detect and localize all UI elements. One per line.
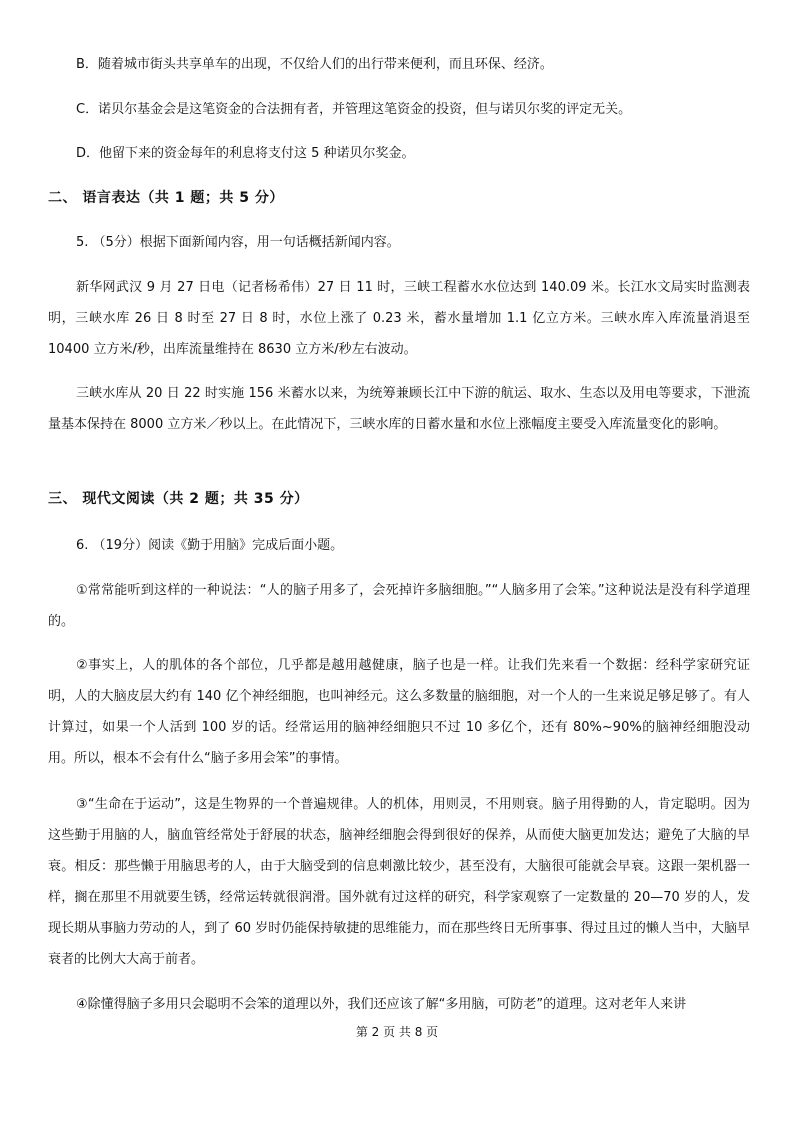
- section-title-language-expression: 二、 语言表达（共 1 题；共 5 分）: [48, 190, 284, 206]
- news-paragraph: 三峡水库从 20 日 22 时实施 156 米蓄水以来，为统筹兼顾长江中下游的航运、取水、生态以及用电等要求，下泄流量基本保持在 8000 立方米／秒以上。在此情况下，三峡水库的日蓄水量和水位上涨幅度主要受入库流量变化的影响。: [48, 386, 750, 432]
- reading-paragraph-4: ④除懂得脑子多用只会聪明不会笨的道理以外，我们还应该了解“多用脑，可防老”的道理。这对老年人来讲: [76, 997, 687, 1012]
- reading-paragraph-2: ②事实上，人的肌体的各个部位，几乎都是越用越健康，脑子也是一样。让我们先来看一个数据：经科学家研究证明，人的大脑皮层大约有 140 亿个神经细胞，也叫神经元。这么多数量的脑细胞，对一个人的一生来说足够足够了。有人计算过，如果一个人活到 100 岁的话。经常运用的脑神经细胞只不过 10 多亿个，还有 80%~90%的脑神经细胞没动用。所以，根本不会有什么“脑子多用会笨”的事情。: [48, 658, 750, 766]
- reading-paragraph-1: ①常常能听到这样的一种说法：“人的脑子用多了，会死掉许多脑细胞。”“人脑多用了会笨。”这种说法是没有科学道理的。: [48, 583, 750, 629]
- option-d: D．他留下来的资金每年的利息将支付这 5 种诺贝尔奖金。: [76, 146, 415, 161]
- reading-paragraph-3: ③“生命在于运动”，这是生物界的一个普遍规律。人的机体，用则灵，不用则衰。脑子用得勤的人，肯定聪明。因为这些勤于用脑的人，脑血管经常处于舒展的状态，脑神经细胞会得到很好的保养，从而使大脑更加发达；避免了大脑的早衰。相反：那些懒于用脑思考的人，由于大脑受到的信息刺激比较少，甚至没有，大脑很可能就会早衰。这跟一架机器一样，搁在那里不用就要生锈，经常运转就很润滑。国外就有过这样的研究，科学家观察了一定数量的 20—70 岁的人，发现长期从事脑力劳动的人，到了 60 岁时仍能保持敏捷的思维能力，而在那些终日无所事事、得过且过的懒人当中，大脑早衰者的比例大大高于前者。: [48, 797, 750, 967]
- news-paragraph: 新华网武汉 9 月 27 日电（记者杨希伟）27 日 11 时，三峡工程蓄水水位达到 140.09 米。长江水文局实时监测表明，三峡水库 26 日 8 时至 27 日 8 时，水位上涨了 0.23 米，蓄水量增加 1.1 亿立方米。三峡水库入库流量消退至 10400 立方米/秒，出库流量维持在 8630 立方米/秒左右波动。: [48, 280, 750, 357]
- section-title-modern-reading: 三、 现代文阅读（共 2 题；共 35 分）: [48, 491, 309, 507]
- page-footer: 第 2 页 共 8 页: [355, 1025, 439, 1039]
- option-b: B．随着城市街头共享单车的出现，不仅给人们的出行带来便利，而且环保、经济。: [76, 57, 553, 72]
- option-c: C．诺贝尔基金会是这笔资金的合法拥有者，并管理这笔资金的投资，但与诺贝尔奖的评定无关。: [76, 102, 632, 117]
- question-6-prompt: 6. （19分）阅读《勤于用脑》完成后面小题。: [76, 538, 344, 553]
- question-5-prompt: 5. （5分）根据下面新闻内容，用一句话概括新闻内容。: [76, 235, 400, 250]
